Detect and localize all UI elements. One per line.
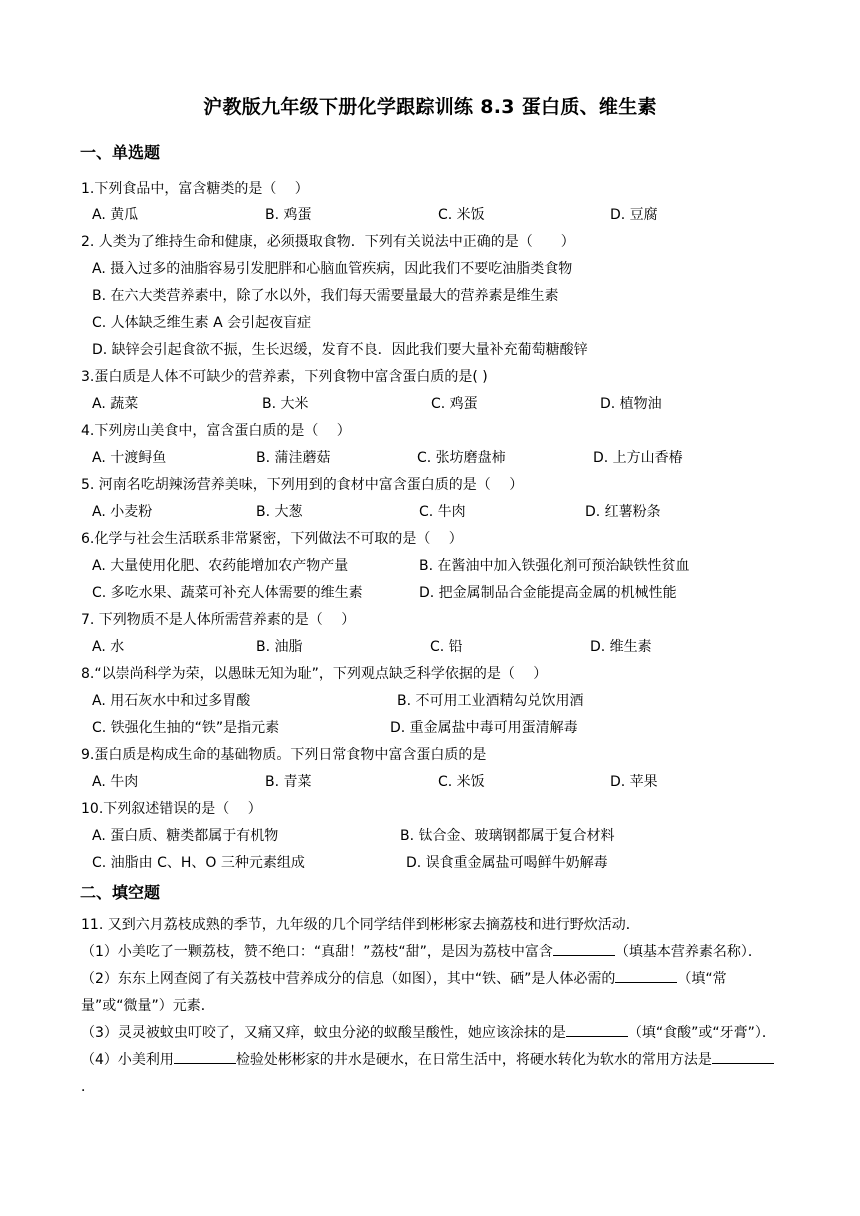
option-a: A. 黄瓜	[92, 207, 139, 223]
option-c: C. 米饭	[438, 774, 485, 790]
option-c: C. 米饭	[438, 207, 485, 223]
question-stem: 2. 人类为了维持生命和健康，必须摄取食物．下列有关说法中正确的是（ ）	[81, 234, 575, 250]
option-c: C. 油脂由 C、H、O 三种元素组成	[92, 855, 305, 871]
option-d: D. 植物油	[600, 396, 662, 412]
fill-question-stem: 11. 又到六月荔枝成熟的季节，九年级的几个同学结伴到彬彬家去摘荔枝和进行野炊活动．	[81, 917, 640, 933]
option-a: A. 蔬菜	[92, 396, 139, 412]
option-d: D. 上方山香椿	[593, 450, 683, 466]
question-stem: 5. 河南名吃胡辣汤营养美味，下列用到的食材中富含蛋白质的是（ ）	[81, 477, 524, 493]
option-b: B. 大葱	[256, 504, 303, 520]
option-c: C. 多吃水果、蔬菜可补充人体需要的维生素	[92, 585, 363, 601]
question-stem: 8.“以崇尚科学为荣，以愚昧无知为耻”，下列观点缺乏科学依据的是（ ）	[81, 666, 548, 682]
fill-question	[81, 912, 781, 1101]
answer-blank[interactable]	[553, 941, 615, 956]
question-stem: 1.下列食品中，富含糖类的是（ ）	[81, 181, 309, 197]
option-c: C. 鸡蛋	[431, 396, 478, 412]
option-b: B. 蒲洼蘑菇	[256, 450, 331, 466]
option-b: B. 钛合金、玻璃钢都属于复合材料	[400, 828, 615, 844]
section-heading-single-choice: 一、单选题	[80, 143, 161, 162]
fill-part-2: （2）东东上网查阅了有关荔枝中营养成分的信息（如图），其中“铁、硒”是人体必需的 （填“常量”或“微量”）元素．	[81, 966, 781, 1020]
option-d: D. 豆腐	[610, 207, 658, 223]
option-d: D. 误食重金属盐可喝鲜牛奶解毒	[406, 855, 608, 871]
option-c: C. 铅	[430, 639, 463, 655]
question-stem: 4.下列房山美食中，富含蛋白质的是（ ）	[81, 423, 351, 439]
question-stem: 6.化学与社会生活联系非常紧密，下列做法不可取的是（ ）	[81, 531, 463, 547]
option-a: A. 小麦粉	[92, 504, 153, 520]
option-d: D. 缺锌会引起食欲不振，生长迟缓，发育不良．因此我们要大量补充葡萄糖酸锌	[92, 342, 588, 358]
option-c: C. 人体缺乏维生素 A 会引起夜盲症	[92, 315, 312, 331]
option-a: A. 用石灰水中和过多胃酸	[92, 693, 251, 709]
page-title: 沪教版九年级下册化学跟踪训练 8.3 蛋白质、维生素	[203, 96, 657, 118]
option-b: B. 鸡蛋	[265, 207, 312, 223]
option-a: A. 大量使用化肥、农药能增加农产物产量	[92, 558, 349, 574]
option-a: A. 十渡鲟鱼	[92, 450, 167, 466]
option-b: B. 在六大类营养素中，除了水以外，我们每天需要量最大的营养素是维生素	[92, 288, 559, 304]
option-b: B. 油脂	[256, 639, 303, 655]
option-b: B. 青菜	[265, 774, 312, 790]
option-a: A. 蛋白质、糖类都属于有机物	[92, 828, 279, 844]
question-stem: 7. 下列物质不是人体所需营养素的是（ ）	[81, 612, 356, 628]
question-stem: 10.下列叙述错误的是（ ）	[81, 801, 262, 817]
option-d: D. 红薯粉条	[585, 504, 661, 520]
option-d: D. 把金属制品合金能提高金属的机械性能	[419, 585, 677, 601]
option-c: C. 牛肉	[419, 504, 466, 520]
section-heading-fill-blank: 二、填空题	[80, 883, 161, 902]
option-d: D. 维生素	[590, 639, 652, 655]
fill-part-1: （1）小美吃了一颗荔枝，赞不绝口：“真甜！”荔枝“甜”，是因为荔枝中富含 （填基本营养素名称）．	[81, 939, 781, 966]
question-stem: 3.蛋白质是人体不可缺少的营养素，下列食物中富含蛋白质的是( )	[81, 369, 488, 385]
answer-blank[interactable]	[566, 1022, 628, 1037]
question-stem: 9.蛋白质是构成生命的基础物质。下列日常食物中富含蛋白质的是	[81, 747, 487, 763]
answer-blank[interactable]	[712, 1049, 774, 1064]
option-a: A. 摄入过多的油脂容易引发肥胖和心脑血管疾病，因此我们不要吃油脂类食物	[92, 261, 573, 277]
option-c: C. 张坊磨盘柿	[417, 450, 506, 466]
option-c: C. 铁强化生抽的“铁”是指元素	[92, 720, 280, 736]
option-b: B. 不可用工业酒精勾兑饮用酒	[397, 693, 584, 709]
fill-part-4: （4）小美利用 检验处彬彬家的井水是硬水，在日常生活中，将硬水转化为软水的常用方法是．	[81, 1047, 781, 1101]
fill-part-3: （3）灵灵被蚊虫叮咬了，又痛又痒，蚊虫分泌的蚁酸呈酸性，她应该涂抹的是 （填“食酸”或“牙膏”）．	[81, 1020, 781, 1047]
option-a: A. 水	[92, 639, 125, 655]
option-a: A. 牛肉	[92, 774, 139, 790]
option-b: B. 在酱油中加入铁强化剂可预治缺铁性贫血	[419, 558, 690, 574]
option-b: B. 大米	[262, 396, 309, 412]
answer-blank[interactable]	[174, 1049, 236, 1064]
option-d: D. 苹果	[610, 774, 658, 790]
option-d: D. 重金属盐中毒可用蛋清解毒	[390, 720, 578, 736]
answer-blank[interactable]	[615, 968, 677, 983]
